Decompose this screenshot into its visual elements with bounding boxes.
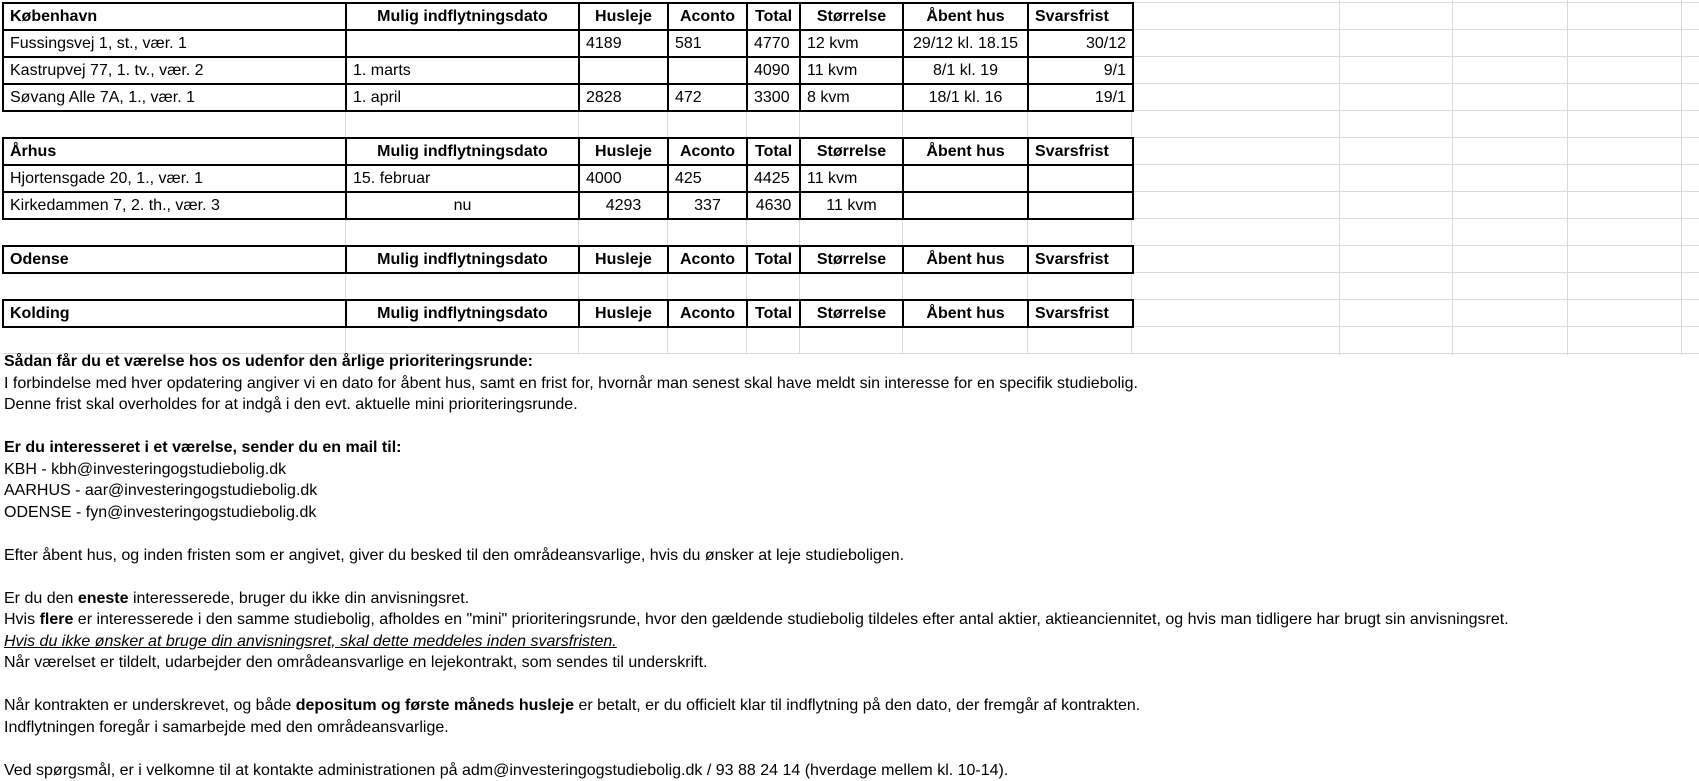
note-text-run: AARHUS - aar@investeringogstudiebolig.dk [4, 482, 317, 499]
column-header-cell[interactable]: Aconto [668, 246, 747, 273]
column-header-cell[interactable]: Mulig indflytningsdato [346, 138, 579, 165]
date-cell[interactable] [346, 30, 579, 57]
table-row [3, 57, 1133, 84]
husleje-cell[interactable]: 2828 [579, 84, 668, 111]
column-header-cell[interactable]: Total [747, 3, 800, 30]
address-cell[interactable]: Kirkedammen 7, 2. th., vær. 3 [3, 192, 346, 219]
note-line [4, 437, 1509, 459]
date-cell[interactable]: 1. april [346, 84, 579, 111]
note-line [4, 588, 1509, 610]
note-line [4, 545, 1509, 567]
city-header-cell[interactable]: Århus [3, 138, 346, 165]
note-text-run: Hvis [4, 611, 40, 628]
note-line [4, 480, 1509, 502]
note-text-run: I forbindelse med hver opdatering angiver vi en dato for åbent hus, samt en frist for, hvornår man senest skal have meldt sin interesse for en specifik studiebolig. [4, 375, 1138, 392]
note-text-run: Sådan får du et værelse hos os udenfor den årlige prioriteringsrunde: [4, 353, 533, 370]
husleje-cell[interactable]: 4189 [579, 30, 668, 57]
open-house-cell[interactable]: 29/12 kl. 18.15 [903, 30, 1028, 57]
date-cell[interactable]: 15. februar [346, 165, 579, 192]
note-line [4, 674, 1509, 696]
deadline-cell[interactable]: 19/1 [1028, 84, 1133, 111]
column-header-cell[interactable]: Mulig indflytningsdato [346, 246, 579, 273]
table-kolding [2, 299, 1134, 328]
empty-row-gridlines [2, 272, 1132, 299]
note-line [4, 695, 1509, 717]
note-line [4, 566, 1509, 588]
header-row [3, 246, 1133, 273]
column-header-cell[interactable]: Åbent hus [903, 138, 1028, 165]
open-house-cell[interactable] [903, 165, 1028, 192]
address-cell[interactable]: Kastrupvej 77, 1. tv., vær. 2 [3, 57, 346, 84]
size-cell[interactable]: 8 kvm [800, 84, 903, 111]
note-line [4, 523, 1509, 545]
note-text-run: flere [40, 611, 74, 628]
column-header-cell[interactable]: Åbent hus [903, 246, 1028, 273]
header-row [3, 300, 1133, 327]
note-text-run: depositum og første måneds husleje [296, 697, 574, 714]
table-kobenhavn [2, 2, 1134, 112]
note-line [4, 738, 1509, 760]
aconto-cell[interactable]: 425 [668, 165, 747, 192]
column-header-cell[interactable]: Mulig indflytningsdato [346, 3, 579, 30]
husleje-cell[interactable]: 4293 [579, 192, 668, 219]
column-header-cell[interactable]: Aconto [668, 138, 747, 165]
column-header-cell[interactable]: Total [747, 138, 800, 165]
note-text-run: KBH - kbh@investeringogstudiebolig.dk [4, 461, 286, 478]
note-line [4, 717, 1509, 739]
column-header-cell[interactable]: Husleje [579, 246, 668, 273]
column-header-cell[interactable]: Mulig indflytningsdato [346, 300, 579, 327]
table-row [3, 30, 1133, 57]
table-odense [2, 245, 1134, 274]
aconto-cell[interactable]: 337 [668, 192, 747, 219]
table-row [3, 84, 1133, 111]
note-text-run: interesserede, bruger du ikke din anvisningsret. [129, 590, 470, 607]
column-header-cell[interactable]: Svarsfrist [1028, 3, 1133, 30]
column-header-cell[interactable]: Husleje [579, 3, 668, 30]
size-cell[interactable]: 11 kvm [800, 57, 903, 84]
open-house-cell[interactable] [903, 192, 1028, 219]
deadline-cell[interactable]: 30/12 [1028, 30, 1133, 57]
address-cell[interactable]: Fussingsvej 1, st., vær. 1 [3, 30, 346, 57]
deadline-cell[interactable] [1028, 192, 1133, 219]
note-text-run: Er du den [4, 590, 78, 607]
city-header-cell[interactable]: Kolding [3, 300, 346, 327]
column-header-cell[interactable]: Total [747, 246, 800, 273]
note-text-run: er betalt, er du officielt klar til indflytning på den dato, der fremgår af kontrakten. [574, 697, 1140, 714]
note-text-run: Denne frist skal overholdes for at indgå i den evt. aktuelle mini prioriteringsrunde. [4, 396, 578, 413]
empty-grid-area [1132, 0, 1699, 355]
date-cell[interactable]: nu [346, 192, 579, 219]
empty-row-gridlines [2, 326, 1132, 354]
total-cell[interactable]: 4090 [747, 57, 800, 84]
note-text-run: Ved spørgsmål, er i velkomne til at kontakte administrationen på adm@investeringogstudiebolig.dk / 93 88 24 14 (hverdage mellem kl. 10-14). [4, 762, 1008, 779]
deadline-cell[interactable] [1028, 165, 1133, 192]
note-line [4, 459, 1509, 481]
column-header-cell[interactable]: Størrelse [800, 3, 903, 30]
header-row [3, 138, 1133, 165]
total-cell[interactable]: 3300 [747, 84, 800, 111]
open-house-cell[interactable]: 18/1 kl. 16 [903, 84, 1028, 111]
total-cell[interactable]: 4630 [747, 192, 800, 219]
husleje-cell[interactable] [579, 57, 668, 84]
aconto-cell[interactable]: 472 [668, 84, 747, 111]
note-text-run: Når kontrakten er underskrevet, og både [4, 697, 296, 714]
empty-row-gridlines [2, 218, 1132, 245]
note-text-run: ODENSE - fyn@investeringogstudiebolig.dk [4, 504, 316, 521]
column-header-cell[interactable]: Aconto [668, 300, 747, 327]
aconto-cell[interactable] [668, 57, 747, 84]
table-row [3, 192, 1133, 219]
date-cell[interactable]: 1. marts [346, 57, 579, 84]
note-line [4, 416, 1509, 438]
note-text-run: er interesserede i den samme studiebolig, afholdes en "mini" prioriteringsrunde, hvor den gældende studiebolig tildeles efter antal aktier, aktieanciennitet, og hvis man tidligere har brugt sin anvisningsret. [73, 611, 1508, 628]
address-cell[interactable]: Søvang Alle 7A, 1., vær. 1 [3, 84, 346, 111]
note-text-run: Efter åbent hus, og inden fristen som er angivet, giver du besked til den områdeansvarlige, hvis du ønsker at leje studieboligen. [4, 547, 904, 564]
table-aarhus [2, 137, 1134, 220]
open-house-cell[interactable]: 8/1 kl. 19 [903, 57, 1028, 84]
column-header-cell[interactable]: Åbent hus [903, 3, 1028, 30]
aconto-cell[interactable]: 581 [668, 30, 747, 57]
column-header-cell[interactable]: Størrelse [800, 300, 903, 327]
note-line [4, 373, 1509, 395]
column-header-cell[interactable]: Husleje [579, 300, 668, 327]
notes [4, 351, 1509, 781]
empty-row-gridlines [2, 110, 1132, 137]
column-header-cell[interactable]: Svarsfrist [1028, 300, 1133, 327]
note-text-run: Er du interesseret i et værelse, sender du en mail til: [4, 439, 401, 456]
note-line [4, 609, 1509, 631]
column-header-cell[interactable]: Svarsfrist [1028, 138, 1133, 165]
note-text-run: Når værelset er tildelt, udarbejder den områdeansvarlige en lejekontrakt, som sendes til underskrift. [4, 654, 707, 671]
address-cell[interactable]: Hjortensgade 20, 1., vær. 1 [3, 165, 346, 192]
column-header-cell[interactable]: Aconto [668, 3, 747, 30]
column-header-cell[interactable]: Svarsfrist [1028, 246, 1133, 273]
column-header-cell[interactable]: Åbent hus [903, 300, 1028, 327]
total-cell[interactable]: 4770 [747, 30, 800, 57]
column-header-cell[interactable]: Størrelse [800, 138, 903, 165]
note-line [4, 394, 1509, 416]
column-header-cell[interactable]: Total [747, 300, 800, 327]
city-header-cell[interactable]: Odense [3, 246, 346, 273]
size-cell[interactable]: 12 kvm [800, 30, 903, 57]
note-line [4, 351, 1509, 373]
note-text-run: eneste [78, 590, 129, 607]
size-cell[interactable]: 11 kvm [800, 192, 903, 219]
table-row [3, 165, 1133, 192]
note-text-run: Indflytningen foregår i samarbejde med den områdeansvarlige. [4, 719, 449, 736]
note-line [4, 760, 1509, 781]
note-text-run: Hvis du ikke ønsker at bruge din anvisningsret, skal dette meddeles inden svarsfristen. [4, 633, 617, 650]
column-header-cell[interactable]: Husleje [579, 138, 668, 165]
total-cell[interactable]: 4425 [747, 165, 800, 192]
husleje-cell[interactable]: 4000 [579, 165, 668, 192]
note-line [4, 502, 1509, 524]
city-header-cell[interactable]: København [3, 3, 346, 30]
note-line [4, 631, 1509, 653]
deadline-cell[interactable]: 9/1 [1028, 57, 1133, 84]
size-cell[interactable]: 11 kvm [800, 165, 903, 192]
header-row [3, 3, 1133, 30]
column-header-cell[interactable]: Størrelse [800, 246, 903, 273]
note-line [4, 652, 1509, 674]
